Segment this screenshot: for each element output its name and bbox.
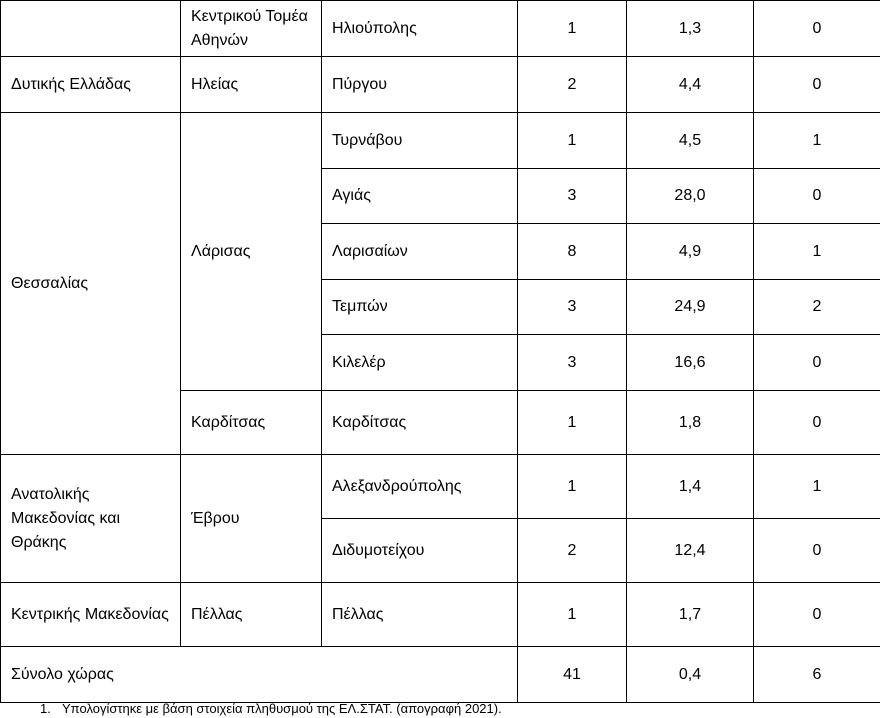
table-row	[1, 583, 880, 647]
municipality-cell: Αγιάς	[322, 169, 518, 224]
deaths-cell: 1	[754, 113, 880, 169]
region-cell	[1, 1, 181, 57]
deaths-cell: 0	[754, 519, 880, 583]
table-row	[1, 1, 880, 57]
deaths-cell: 0	[754, 335, 880, 391]
rate-cell: 16,6	[627, 335, 754, 391]
footnote-marker: 1.	[40, 701, 51, 716]
total-row	[1, 647, 880, 703]
table-row	[1, 113, 880, 169]
cases-cell: 1	[518, 113, 627, 169]
municipality-cell: Ηλιούπολης	[322, 1, 518, 57]
rate-cell: 1,3	[627, 1, 754, 57]
region-cell: Θεσσαλίας	[1, 113, 181, 455]
cases-cell: 1	[518, 455, 627, 519]
unit-cell: Κεντρικού Τομέα Αθηνών	[181, 1, 322, 57]
rate-cell: 24,9	[627, 280, 754, 335]
municipality-cell: Αλεξανδρούπολης	[322, 455, 518, 519]
municipality-cell: Διδυμοτείχου	[322, 519, 518, 583]
table-row	[1, 57, 880, 113]
deaths-cell: 0	[754, 391, 880, 455]
deaths-cell: 0	[754, 1, 880, 57]
rate-cell: 12,4	[627, 519, 754, 583]
municipality-cell: Λαρισαίων	[322, 224, 518, 280]
total-label: Σύνολο χώρας	[1, 647, 518, 703]
unit-cell: Ηλείας	[181, 57, 322, 113]
cases-cell: 3	[518, 169, 627, 224]
rate-cell: 1,8	[627, 391, 754, 455]
total-deaths: 6	[754, 647, 880, 703]
cases-cell: 3	[518, 280, 627, 335]
cases-cell: 1	[518, 583, 627, 647]
total-cases: 41	[518, 647, 627, 703]
unit-cell: Έβρου	[181, 455, 322, 583]
deaths-cell: 1	[754, 455, 880, 519]
municipality-cell: Κιλελέρ	[322, 335, 518, 391]
rate-cell: 4,5	[627, 113, 754, 169]
rate-cell: 1,7	[627, 583, 754, 647]
cases-cell: 8	[518, 224, 627, 280]
municipality-cell: Τεμπών	[322, 280, 518, 335]
deaths-cell: 1	[754, 224, 880, 280]
municipality-cell: Πέλλας	[322, 583, 518, 647]
region-cell: Δυτικής Ελλάδας	[1, 57, 181, 113]
rate-cell: 1,4	[627, 455, 754, 519]
deaths-cell: 0	[754, 583, 880, 647]
deaths-cell: 0	[754, 169, 880, 224]
region-cell: Κεντρικής Μακεδονίας	[1, 583, 181, 647]
cases-cell: 1	[518, 391, 627, 455]
unit-cell: Καρδίτσας	[181, 391, 322, 455]
unit-cell: Λάρισας	[181, 113, 322, 391]
cases-cell: 3	[518, 335, 627, 391]
cases-cell: 2	[518, 57, 627, 113]
municipality-cell: Καρδίτσας	[322, 391, 518, 455]
deaths-cell: 0	[754, 57, 880, 113]
cases-cell: 1	[518, 1, 627, 57]
municipality-cell: Πύργου	[322, 57, 518, 113]
deaths-cell: 2	[754, 280, 880, 335]
table-row	[1, 455, 880, 519]
rate-cell: 4,4	[627, 57, 754, 113]
total-rate: 0,4	[627, 647, 754, 703]
rate-cell: 28,0	[627, 169, 754, 224]
cases-cell: 2	[518, 519, 627, 583]
footnote	[40, 702, 502, 716]
unit-cell: Πέλλας	[181, 583, 322, 647]
region-cell: Ανατολικής Μακεδονίας και Θράκης	[1, 455, 181, 583]
footnote-text: Υπολογίστηκε με βάση στοιχεία πληθυσμού της ΕΛ.ΣΤΑΤ. (απογραφή 2021).	[62, 701, 502, 716]
rate-cell: 4,9	[627, 224, 754, 280]
municipality-cell: Τυρνάβου	[322, 113, 518, 169]
